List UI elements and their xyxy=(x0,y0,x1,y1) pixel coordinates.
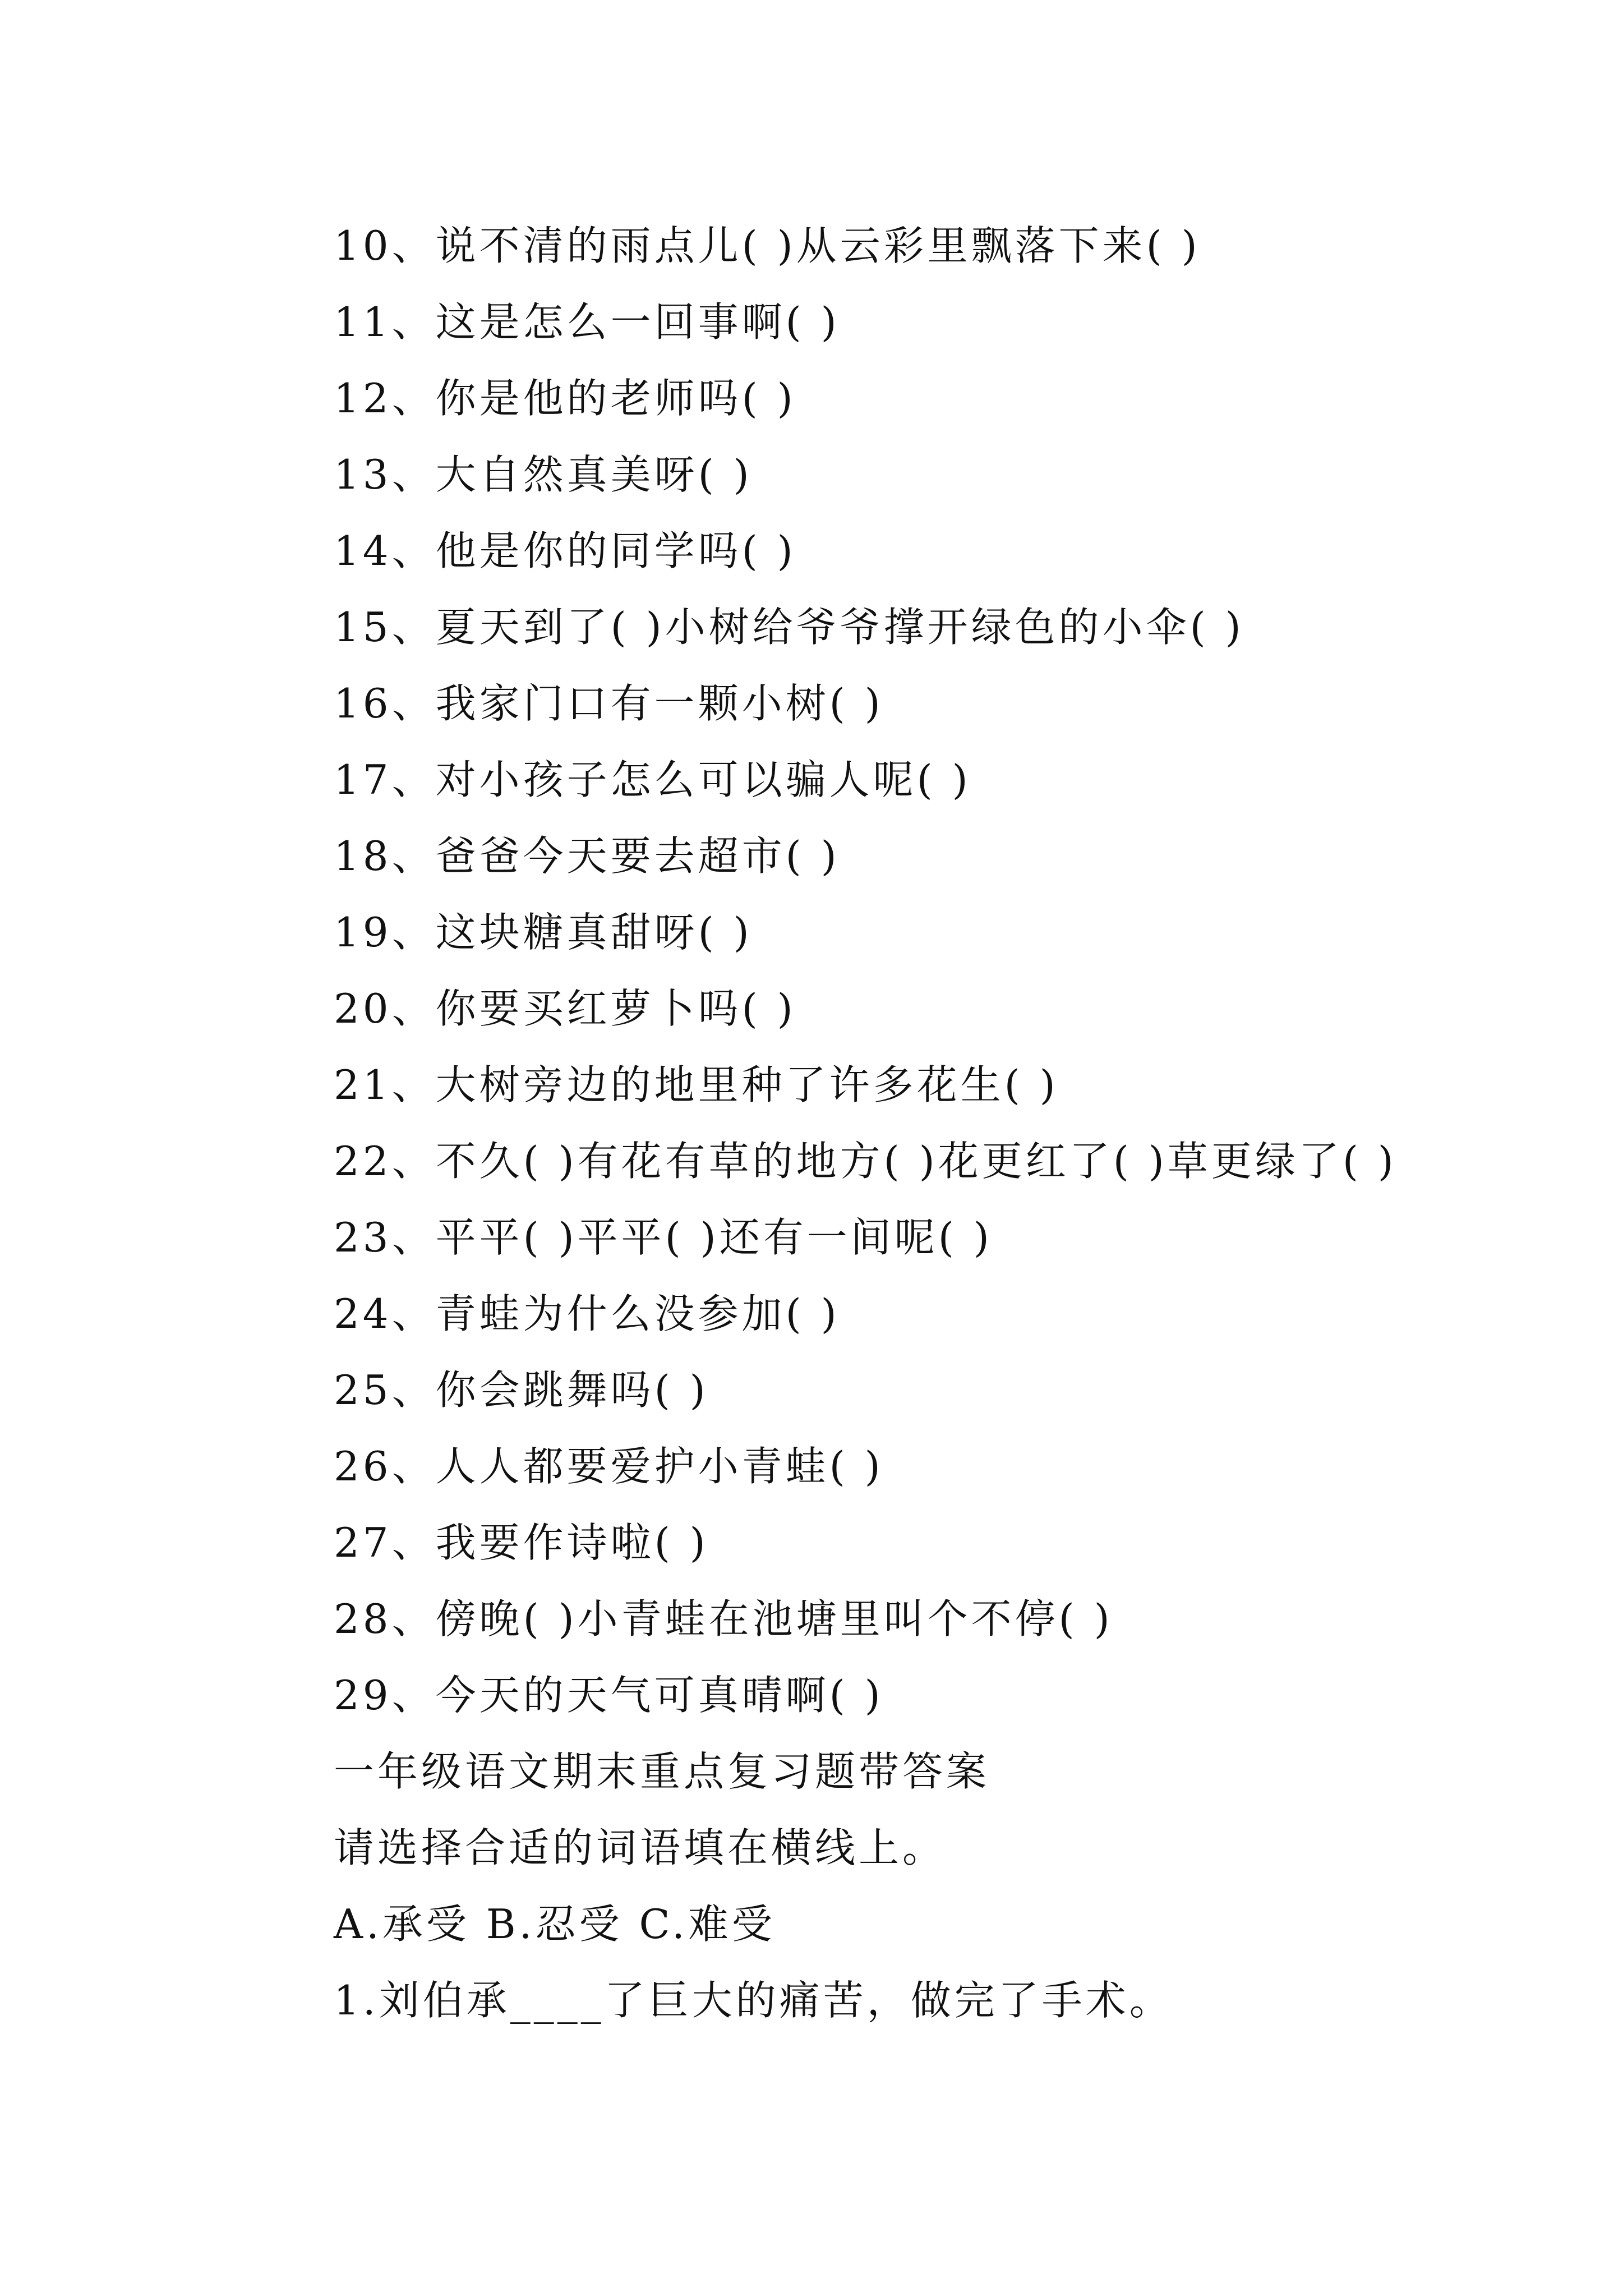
fill-blank-item-1: 1.刘伯承____了巨大的痛苦，做完了手术。 xyxy=(334,1977,1173,2024)
question-24: 24、青蛙为什么没参加( ) xyxy=(334,1290,840,1337)
question-10: 10、说不清的雨点儿( )从云彩里飘落下来( ) xyxy=(334,222,1201,269)
question-12: 12、你是他的老师吗( ) xyxy=(334,375,796,422)
question-11: 11、这是怎么一回事啊( ) xyxy=(334,298,840,346)
question-21: 21、大树旁边的地里种了许多花生( ) xyxy=(334,1061,1059,1108)
instruction: 请选择合适的词语填在横线上。 xyxy=(334,1824,947,1871)
section-title: 一年级语文期末重点复习题带答案 xyxy=(334,1748,990,1795)
question-19: 19、这块糖真甜呀( ) xyxy=(334,909,753,956)
question-22: 22、不久( )有花有草的地方( )花更红了( )草更绿了( ) xyxy=(334,1138,1397,1185)
question-28: 28、傍晚( )小青蛙在池塘里叫个不停( ) xyxy=(334,1595,1113,1642)
question-26: 26、人人都要爱护小青蛙( ) xyxy=(334,1443,884,1490)
question-29: 29、今天的天气可真晴啊( ) xyxy=(334,1672,884,1719)
question-17: 17、对小孩子怎么可以骗人呢( ) xyxy=(334,756,971,803)
word-options: A.承受 B.忍受 C.难受 xyxy=(334,1901,776,1948)
question-18: 18、爸爸今天要去超市( ) xyxy=(334,832,840,880)
document-content xyxy=(334,208,1511,2039)
question-27: 27、我要作诗啦( ) xyxy=(334,1519,709,1566)
question-13: 13、大自然真美呀( ) xyxy=(334,451,753,498)
question-16: 16、我家门口有一颗小树( ) xyxy=(334,680,884,727)
question-25: 25、你会跳舞吗( ) xyxy=(334,1366,709,1414)
question-15: 15、夏天到了( )小树给爷爷撑开绿色的小伞( ) xyxy=(334,604,1244,651)
question-14: 14、他是你的同学吗( ) xyxy=(334,527,796,574)
question-20: 20、你要买红萝卜吗( ) xyxy=(334,985,796,1032)
question-23: 23、平平( )平平( )还有一间呢( ) xyxy=(334,1214,993,1261)
